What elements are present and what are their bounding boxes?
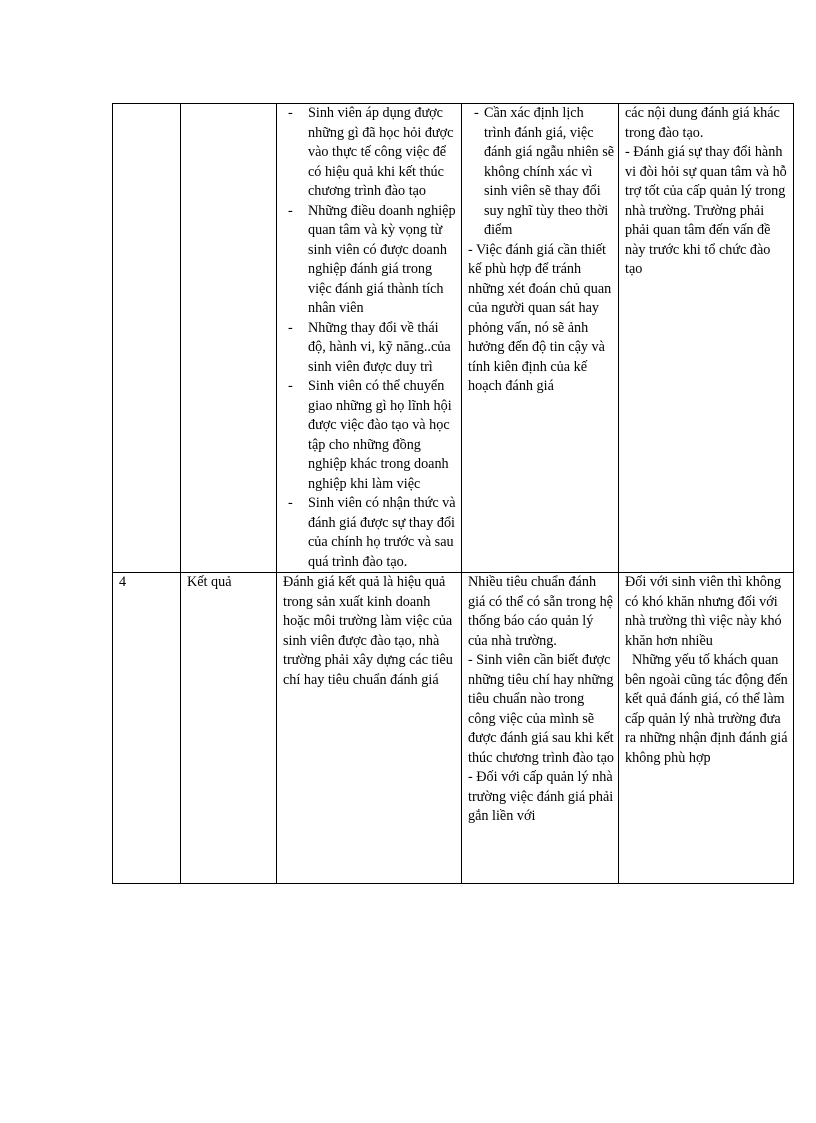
notes-list	[468, 104, 614, 241]
table-row	[113, 573, 794, 884]
difficulties-paragraph: - Đánh giá sự thay đổi hành vi đòi hỏi sự quan tâm và hỗ trợ tốt của cấp quản lý trong nhà trường. Trường phải phải quan tâm đến vấn đề này trước khi tổ chức đào tạo	[625, 144, 787, 277]
content-list	[283, 104, 457, 572]
list-item: - Sinh viên có thể chuyển giao những gì họ lĩnh hội được việc đào tạo và học tập cho những đồng nghiệp khác trong doanh nghiệp khi làm việc	[283, 377, 457, 494]
cell-content	[277, 573, 462, 884]
table-row	[113, 104, 794, 573]
difficulties-paragraph: các nội dung đánh giá khác trong đào tạo.	[625, 105, 780, 141]
difficulties-paragraph: Đối với sinh viên thì không có khó khăn nhưng đối với nhà trường thì việc này khó khăn hơn nhiều	[625, 574, 782, 649]
cell-level: Kết quả	[181, 573, 277, 884]
cell-number: 4	[113, 573, 181, 884]
notes-paragraph: - Việc đánh giá cần thiết kế phù hợp để tránh những xét đoán chủ quan của người quan sát hay phỏng vấn, nó sẽ ảnh hưởng đến độ tin cậy và tính kiên định của kế hoạch đánh giá	[468, 241, 612, 394]
notes-paragraph: - Sinh viên cần biết được những tiêu chí hay những tiêu chuẩn nào trong công việc của mình sẽ được đánh giá sau khi kết thúc chương trình đào tạo	[468, 652, 614, 766]
cell-level	[181, 104, 277, 573]
cell-difficulties	[619, 104, 794, 573]
cell-content	[277, 104, 462, 573]
list-item: - Sinh viên có nhận thức và đánh giá được sự thay đổi của chính họ trước và sau quá trình đào tạo.	[283, 494, 457, 572]
notes-paragraph: - Đối với cấp quản lý nhà trường việc đánh giá phải gắn liền với	[468, 769, 614, 824]
cell-notes	[462, 104, 619, 573]
list-item: - Cần xác định lịch trình đánh giá, việc đánh giá ngẫu nhiên sẽ không chính xác vì sinh viên sẽ thay đổi suy nghĩ tùy theo thời điểm	[468, 104, 614, 241]
cell-difficulties	[619, 573, 794, 884]
list-item: - Những điều doanh nghiệp quan tâm và kỳ vọng từ sinh viên có được doanh nghiệp đánh giá trong việc đánh giá thành tích nhân viên	[283, 202, 457, 319]
list-item: - Những thay đổi về thái độ, hành vi, kỹ năng..của sinh viên được duy trì	[283, 319, 457, 378]
content-paragraph: Đánh giá kết quả là hiệu quả trong sản xuất kinh doanh hoặc môi trường làm việc của sinh viên được đào tạo, nhà trường phải xây dựng các tiêu chí hay tiêu chuẩn đánh giá	[283, 574, 453, 688]
cell-notes	[462, 573, 619, 884]
notes-paragraph: Nhiều tiêu chuẩn đánh giá có thể có sẵn trong hệ thống báo cáo quản lý của nhà trường.	[468, 574, 613, 649]
cell-number	[113, 104, 181, 573]
list-item: - Sinh viên áp dụng được những gì đã học hỏi được vào thực tế công việc để có hiệu quả khi kết thúc chương trình đào tạo	[283, 104, 457, 202]
difficulties-paragraph: Những yếu tố khách quan bên ngoài cũng tác động đến kết quả đánh giá, có thể làm cấp quản lý nhà trường đưa ra những nhận định đánh giá không phù hợp	[625, 652, 788, 766]
evaluation-table	[112, 103, 794, 884]
